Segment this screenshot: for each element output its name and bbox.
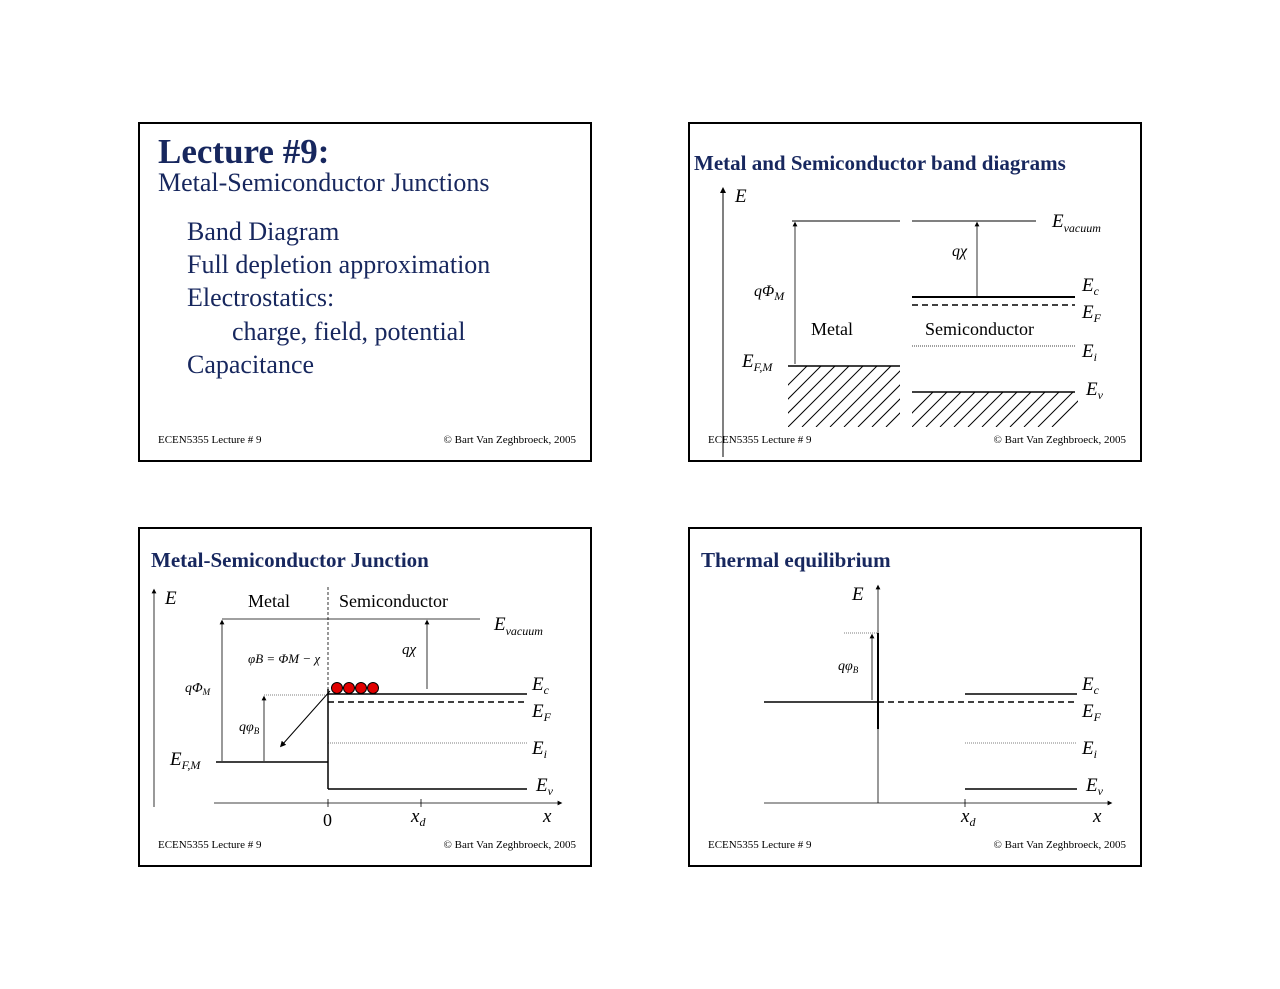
qchi-label: qχ [952,243,968,260]
ev-label: $E_v$ [1086,775,1103,798]
footer-copyright: © Bart Van Zeghbroeck, 2005 [443,434,576,446]
ei-label: $E_i$ [1082,341,1097,364]
item-electrostatics: Electrostatics: [187,283,335,312]
slide-lecture-title [138,122,592,462]
ec-label: $E_c$ [1082,275,1099,298]
qchi-label: qχ [402,642,417,658]
slide-ms-junction [138,527,592,867]
xd-label: $x_d$ [961,806,976,829]
qphim-label: $q\Phi_M$ [754,283,785,303]
slide-band-diagrams [688,122,1142,462]
metal-label: Metal [811,319,853,339]
semiconductor-label: Semiconductor [339,591,448,611]
valence-hatch [898,392,1087,427]
footer-copyright: © Bart Van Zeghbroeck, 2005 [993,839,1126,851]
qphib-label: $q\varphi_B$ [838,659,859,675]
x-label: x [1093,806,1102,827]
electron [368,683,379,694]
metal-label: Metal [248,591,290,611]
ev-label: $E_v$ [536,775,553,798]
electron [356,683,367,694]
slide-title: Metal-Semiconductor Junction [151,548,429,572]
ef-label: $E_F$ [532,701,551,724]
footer-course: ECEN5355 Lecture # 9 [158,839,262,851]
lecture-subtitle: Metal-Semiconductor Junctions [158,168,490,197]
item-band-diagram: Band Diagram [187,217,340,246]
origin-label: 0 [323,810,332,830]
xd-label: $x_d$ [411,806,426,829]
footer-course: ECEN5355 Lecture # 9 [708,839,812,851]
x-label: x [543,806,552,827]
slide-title: Metal and Semiconductor band diagrams [694,151,1066,175]
ei-label: $E_i$ [1082,738,1097,761]
electron [344,683,355,694]
item-full-depletion: Full depletion approximation [187,250,491,279]
energy-axis-label: E [165,588,177,609]
ef-label: $E_F$ [1082,302,1101,325]
qphib-label: $q\varphi_B$ [239,720,260,736]
e-vacuum-label: $E_{vacuum}$ [494,614,543,638]
ei-label: $E_i$ [532,738,547,761]
lecture-title: Lecture #9: [158,132,330,171]
footer-course: ECEN5355 Lecture # 9 [708,434,812,446]
energy-axis-label: E [735,186,747,207]
energy-axis-label: E [852,584,864,605]
band-diagram-separate [690,124,1140,460]
ev-label: $E_v$ [1086,379,1103,402]
qphim-label: $q\Phi_M$ [185,681,211,697]
equilibrium-band-diagram [690,529,1140,865]
electron-flow-arrow [282,691,330,745]
efm-label: $E_{F,M}$ [742,351,773,374]
electrons [332,683,379,694]
e-vacuum-label: $E_{vacuum}$ [1052,211,1101,235]
semiconductor-label: Semiconductor [925,319,1034,339]
junction-band-diagram [140,529,590,865]
metal-hatch [746,366,947,427]
slide-thermal-equilibrium [688,527,1142,867]
item-capacitance: Capacitance [187,350,315,379]
ec-label: $E_c$ [1082,674,1099,697]
item-charge-field-potential: charge, field, potential [232,317,466,346]
electron [332,683,343,694]
ec-label: $E_c$ [532,674,549,697]
footer-course: ECEN5355 Lecture # 9 [158,434,262,446]
slide-title: Thermal equilibrium [701,548,891,572]
footer-copyright: © Bart Van Zeghbroeck, 2005 [993,434,1126,446]
barrier-equation: φB = ΦM − χ [248,651,321,666]
footer-copyright: © Bart Van Zeghbroeck, 2005 [443,839,576,851]
efm-label: $E_{F,M}$ [170,749,201,772]
ef-label: $E_F$ [1082,701,1101,724]
